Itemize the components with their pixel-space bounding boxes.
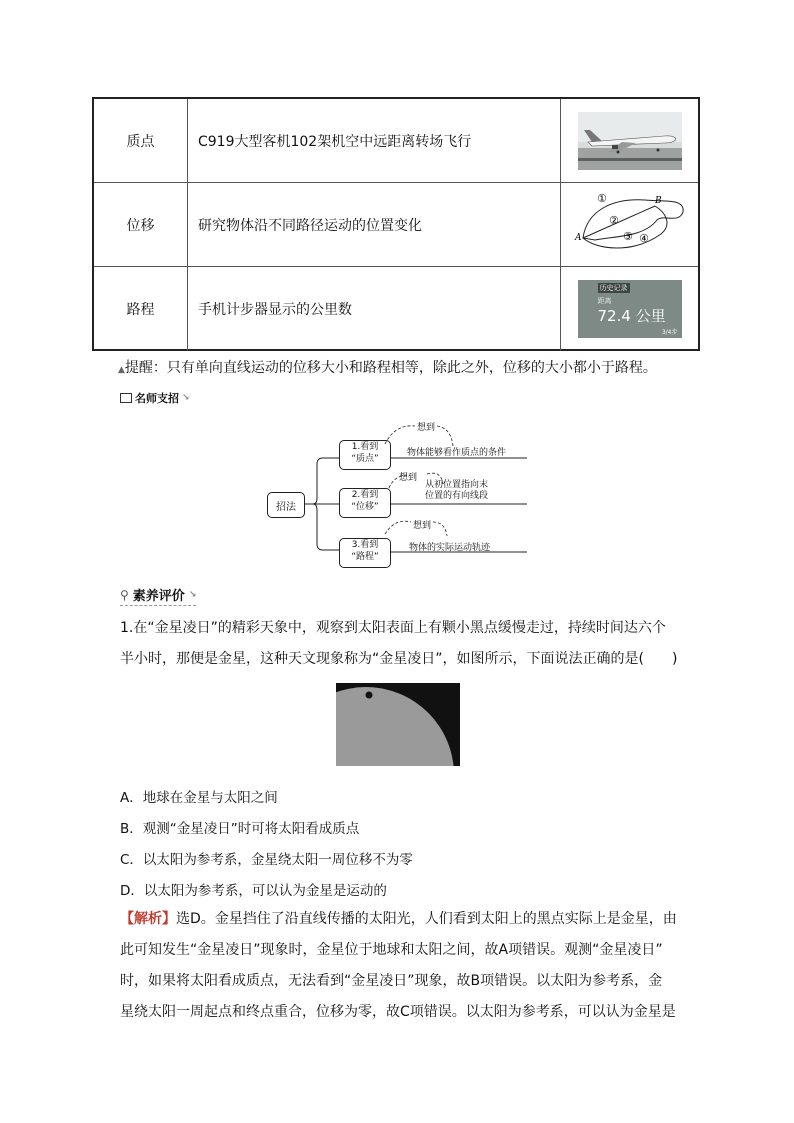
option-c: C．以太阳为参考系，金星绕太阳一周位移不为零 (120, 852, 413, 868)
section-eval-heading (120, 585, 196, 606)
question-text (120, 613, 680, 675)
path-label-1: ① (596, 191, 607, 205)
option-a: A．地球在金星与太阳之间 (120, 790, 278, 806)
path-label-3: ③ (622, 229, 633, 243)
phone-corner: 3/4步 (661, 329, 678, 336)
image-cell (561, 183, 698, 266)
branch-box (339, 538, 391, 568)
analysis-text (120, 904, 680, 1028)
decoration-icon: ↘ (188, 589, 197, 600)
table-row (94, 183, 698, 267)
airplane-photo (578, 112, 682, 170)
path-label-4: ④ (638, 231, 649, 245)
phone-sub: 距离 (597, 297, 612, 305)
analysis-line: 此可知发生“金星凌日”现象时，金星位于地球和太阳之间，故A项错误。观测“金星凌日” (120, 942, 663, 958)
option-d: D．以太阳为参考系，可以认为金星是运动的 (120, 883, 387, 899)
question-line: 半小时，那便是金星，这种天文现象称为“金星凌日”，如图所示，下面说法正确的是( ) (120, 651, 678, 667)
section-tip-label: 名师支招 (135, 392, 179, 405)
branch-result-line: 从初位置指向末 (425, 480, 489, 490)
think-label: 想到 (413, 521, 432, 531)
point-a: A (574, 232, 581, 243)
analysis-line: 选D。金星挡住了沿直线传播的太阳光，人们看到太阳上的黑点实际上是金星，由 (176, 911, 677, 927)
branch-result (425, 480, 488, 502)
phone-value: 72.4 公里 (597, 307, 666, 325)
term-cell: 质点 (94, 99, 188, 182)
section-tip-heading (120, 390, 190, 406)
section-eval-label: 素养评价 (132, 589, 185, 604)
concept-table (92, 97, 700, 351)
warning-icon: ▲ (118, 365, 125, 375)
image-cell (561, 267, 698, 351)
branch-label: 3.看到 (351, 540, 379, 550)
path-label-2: ② (608, 213, 619, 227)
reminder-body: 提醒：只有单向直线运动的位移大小和路程相等，除此之外，位移的大小都小于路程。 (124, 360, 657, 376)
path-diagram (573, 190, 687, 260)
point-b: B (654, 195, 662, 206)
decoration-icon: ↘ (182, 393, 190, 403)
branch-box (339, 440, 391, 470)
question-line: 1.在“金星凌日”的精彩天象中，观察到太阳表面上有颗小黑点缓慢走过，持续时间达六个 (120, 620, 666, 636)
branch-label: 2.看到 (351, 490, 379, 500)
branch-label: “位移” (351, 502, 379, 512)
desc-cell: 研究物体沿不同路径运动的位置变化 (188, 183, 561, 266)
branch-result-line: 位置的有向线段 (425, 491, 489, 501)
desc-cell: 手机计步器显示的公里数 (188, 267, 561, 351)
mindmap-root: 招法 (267, 492, 305, 518)
think-label: 想到 (417, 423, 436, 433)
branch-label: “路程” (351, 552, 379, 562)
magnifier-icon: ⚲ (120, 587, 129, 602)
step-counter-photo (578, 280, 682, 338)
analysis-line: 星绕太阳一周起点和终点重合，位移为零，故C项错误。以太阳为参考系，可以认为金星是 (120, 1004, 676, 1020)
reminder-text (118, 357, 657, 377)
think-label: 想到 (399, 473, 418, 483)
analysis-line: 时，如果将太阳看成质点，无法看到“金星凌日”现象，故B项错误。以太阳为参考系，金 (120, 973, 663, 989)
mindmap (265, 418, 535, 568)
desc-cell: C919大型客机102架机空中远距离转场飞行 (188, 99, 561, 182)
book-icon (120, 393, 132, 403)
branch-result: 物体的实际运动轨迹 (409, 543, 491, 553)
term-cell: 路程 (94, 267, 188, 351)
table-row (94, 99, 698, 183)
term-cell: 位移 (94, 183, 188, 266)
branch-label: “质点” (351, 454, 379, 464)
table-row (94, 267, 698, 351)
branch-label: 1.看到 (351, 442, 379, 452)
phone-header: 历史记录 (599, 284, 628, 292)
branch-box (339, 488, 391, 518)
analysis-tag: 【解析】 (120, 911, 176, 927)
image-cell (561, 99, 698, 182)
venus-transit-figure (336, 683, 460, 766)
branch-result: 物体能够看作质点的条件 (407, 448, 507, 458)
option-b: B．观测“金星凌日”时可将太阳看成质点 (120, 821, 360, 837)
